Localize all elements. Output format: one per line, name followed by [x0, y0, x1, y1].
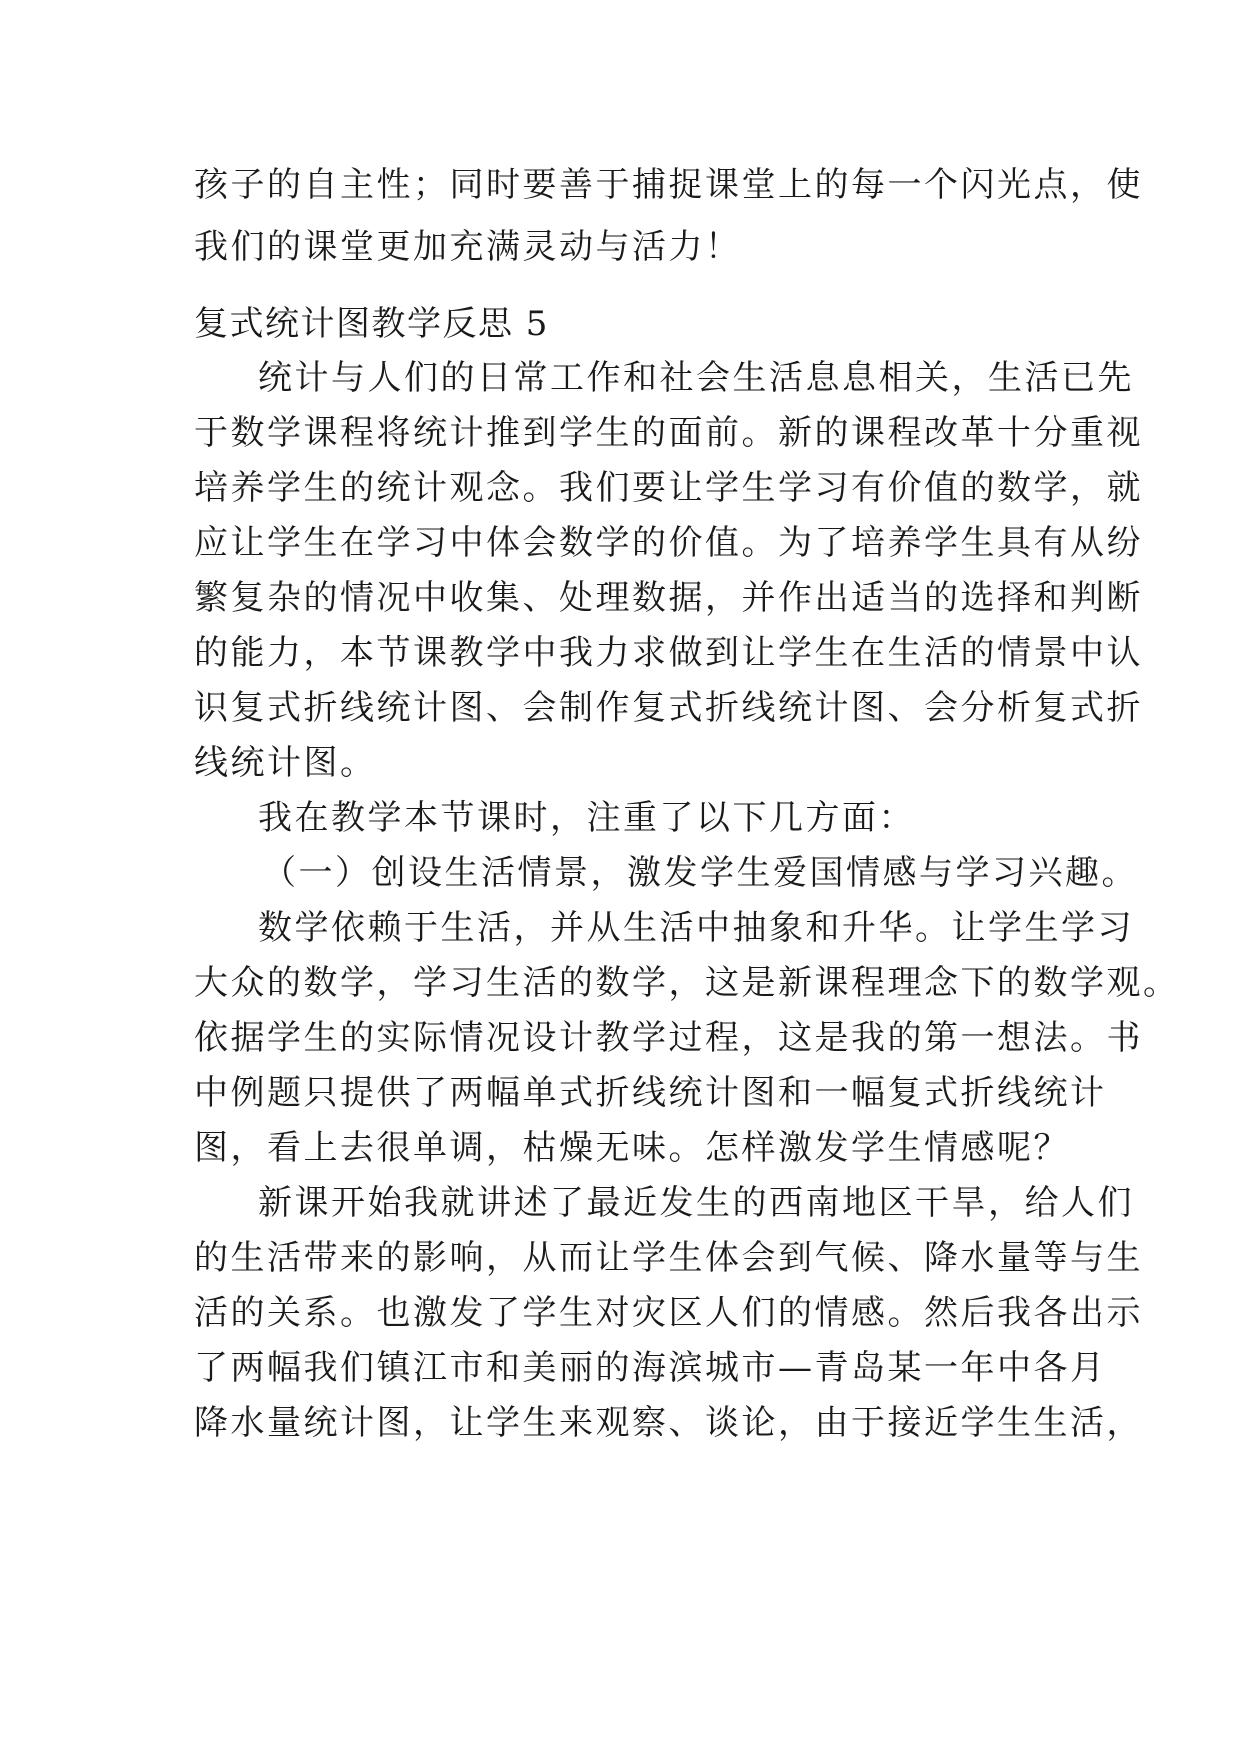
paragraph4-line-5: 降水量统计图，让学生来观察、谈论，由于接近学生生活， — [194, 1403, 1143, 1443]
paragraph3-line-2: 大众的数学，学习生活的数学，这是新课程理念下的数学观。 — [194, 963, 1180, 1003]
paragraph4-line-3: 活的关系。也激发了学生对灾区人们的情感。然后我各出示 — [194, 1293, 1143, 1333]
paragraph4-line-2: 的生活带来的影响，从而让学生体会到气候、降水量等与生 — [194, 1238, 1143, 1278]
paragraph1-line-1: 统计与人们的日常工作和社会生活息息相关，生活已先 — [258, 358, 1134, 398]
paragraph3-line-1: 数学依赖于生活，并从生活中抽象和升华。让学生学习 — [258, 908, 1134, 948]
paragraph1-line-5: 繁复杂的情况中收集、处理数据，并作出适当的选择和判断 — [194, 578, 1143, 618]
paragraph4-line-4: 了两幅我们镇江市和美丽的海滨城市—青岛某一年中各月 — [194, 1348, 1107, 1388]
paragraph2-line-1: 我在教学本节课时，注重了以下几方面： — [258, 798, 915, 838]
paragraph1-line-3: 培养学生的统计观念。我们要让学生学习有价值的数学，就 — [194, 468, 1143, 508]
paragraph1-line-2: 于数学课程将统计推到学生的面前。新的课程改革十分重视 — [194, 413, 1143, 453]
intro-line-1: 孩子的自主性；同时要善于捕捉课堂上的每一个闪光点，使 — [194, 165, 1143, 205]
intro-line-2: 我们的课堂更加充满灵动与活力！ — [194, 227, 742, 267]
paragraph1-line-7: 识复式折线统计图、会制作复式折线统计图、会分析复式折 — [194, 688, 1143, 728]
paragraph3-line-4: 中例题只提供了两幅单式折线统计图和一幅复式折线统计 — [194, 1073, 1107, 1113]
paragraph1-line-4: 应让学生在学习中体会数学的价值。为了培养学生具有从纷 — [194, 523, 1143, 563]
section-heading: 复式统计图教学反思 5 — [194, 304, 549, 344]
paragraph1-line-8: 线统计图。 — [194, 743, 377, 783]
paragraph3-line-3: 依据学生的实际情况设计教学过程，这是我的第一想法。书 — [194, 1018, 1143, 1058]
paragraph1-line-6: 的能力，本节课教学中我力求做到让学生在生活的情景中认 — [194, 633, 1143, 673]
paragraph3-line-5: 图，看上去很单调，枯燥无味。怎样激发学生情感呢？ — [194, 1128, 1070, 1168]
paragraph4-line-1: 新课开始我就讲述了最近发生的西南地区干旱，给人们 — [258, 1183, 1134, 1223]
subheading: （一）创设生活情景，激发学生爱国情感与学习兴趣。 — [262, 853, 1138, 893]
